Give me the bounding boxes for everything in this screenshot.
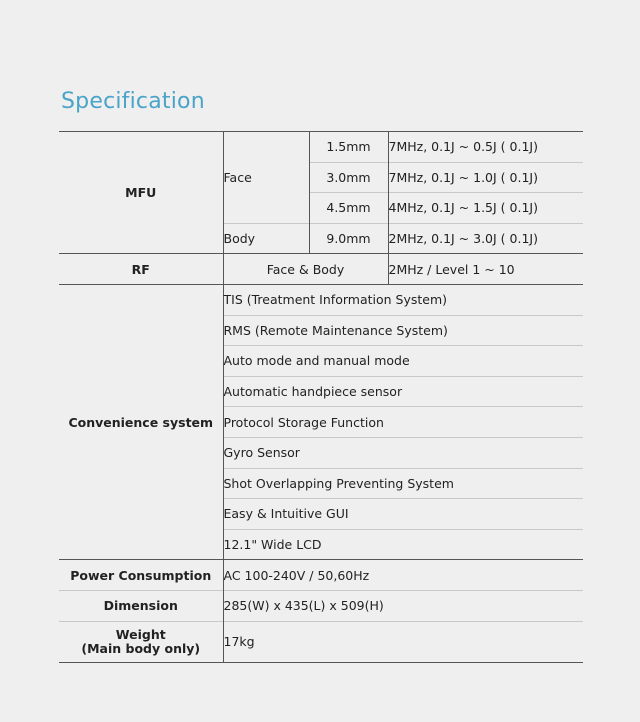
mfu-spec: 2MHz, 0.1J ~ 3.0J ( 0.1J) <box>388 223 583 254</box>
weight-label-line2: (Main body only) <box>81 640 201 656</box>
weight-label <box>59 621 223 662</box>
mfu-depth: 1.5mm <box>309 132 388 163</box>
mfu-spec: 4MHz, 0.1J ~ 1.5J ( 0.1J) <box>388 193 583 224</box>
convenience-item: Auto mode and manual mode <box>223 346 583 377</box>
rf-label: RF <box>59 254 223 285</box>
table-row <box>59 621 583 662</box>
convenience-item: Gyro Sensor <box>223 437 583 468</box>
table-row <box>59 254 583 285</box>
convenience-label: Convenience system <box>59 284 223 559</box>
weight-label-line1: Weight <box>115 626 166 642</box>
mfu-face-label: Face <box>223 132 309 224</box>
table-row <box>59 132 583 163</box>
convenience-item: 12.1" Wide LCD <box>223 529 583 560</box>
convenience-item: TIS (Treatment Information System) <box>223 284 583 315</box>
mfu-spec: 7MHz, 0.1J ~ 1.0J ( 0.1J) <box>388 162 583 193</box>
dimension-value: 285(W) x 435(L) x 509(H) <box>223 590 583 621</box>
convenience-item: RMS (Remote Maintenance System) <box>223 315 583 346</box>
mfu-depth: 3.0mm <box>309 162 388 193</box>
rf-area: Face & Body <box>223 254 388 285</box>
mfu-body-label: Body <box>223 223 309 254</box>
mfu-label: MFU <box>59 132 223 254</box>
convenience-item: Automatic handpiece sensor <box>223 376 583 407</box>
specification-table <box>59 131 583 663</box>
power-label: Power Consumption <box>59 560 223 591</box>
convenience-item: Shot Overlapping Preventing System <box>223 468 583 499</box>
mfu-spec: 7MHz, 0.1J ~ 0.5J ( 0.1J) <box>388 132 583 163</box>
weight-value: 17kg <box>223 621 583 662</box>
table-row <box>59 590 583 621</box>
power-value: AC 100-240V / 50,60Hz <box>223 560 583 591</box>
page-title: Specification <box>61 89 205 114</box>
mfu-depth: 4.5mm <box>309 193 388 224</box>
rf-spec: 2MHz / Level 1 ~ 10 <box>388 254 583 285</box>
convenience-item: Easy & Intuitive GUI <box>223 499 583 530</box>
table-row <box>59 284 583 315</box>
dimension-label: Dimension <box>59 590 223 621</box>
mfu-depth: 9.0mm <box>309 223 388 254</box>
convenience-item: Protocol Storage Function <box>223 407 583 438</box>
table-row <box>59 560 583 591</box>
